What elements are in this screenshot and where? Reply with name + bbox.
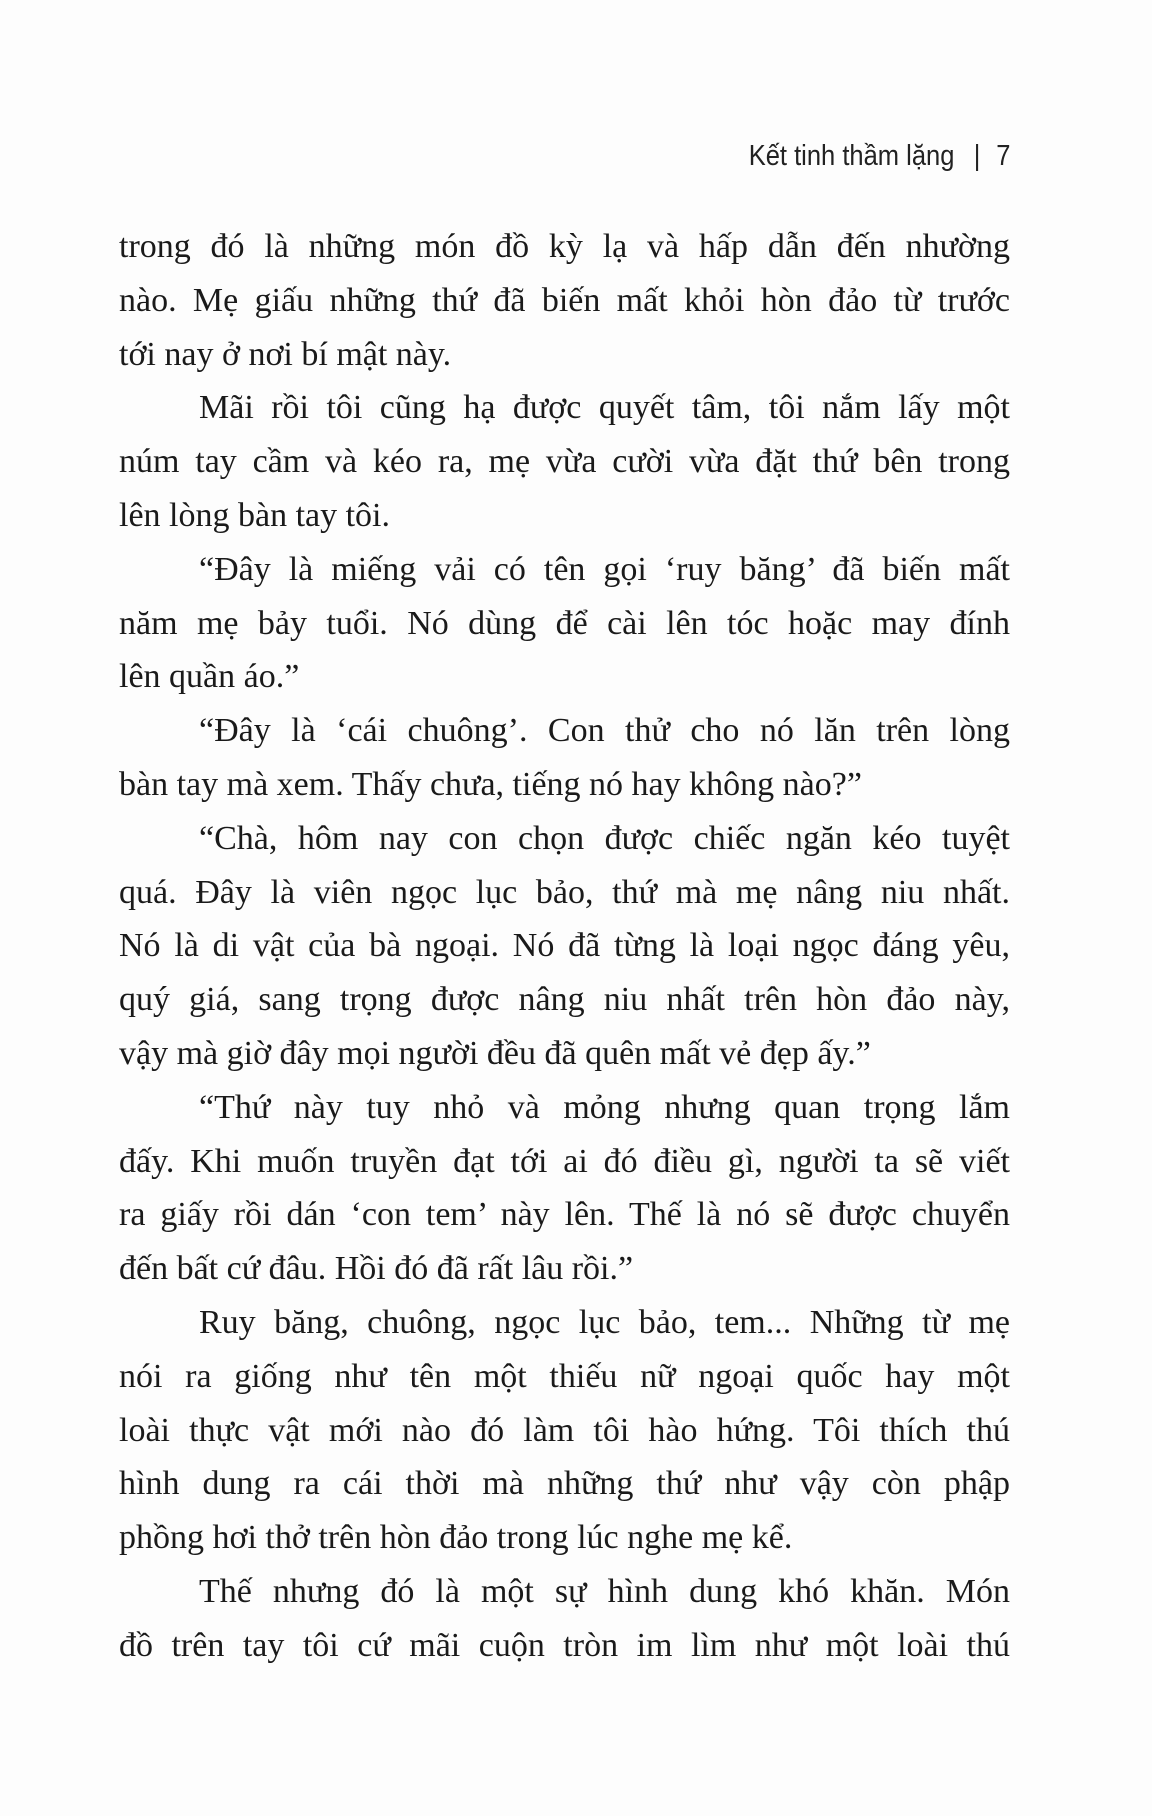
text-line: “Thứ này tuy nhỏ và mỏng nhưng quan trọng lắm xyxy=(199,1088,1010,1126)
text-line: phồng hơi thở trên hòn đảo trong lúc nghe mẹ kể. xyxy=(119,1519,793,1557)
text-line: loài thực vật mới nào đó làm tôi hào hứng. Tôi thích thú xyxy=(119,1411,1010,1449)
text-line: quý giá, sang trọng được nâng niu nhất trên hòn đảo này, xyxy=(119,981,1010,1019)
body-text xyxy=(119,220,1010,1673)
text-line: vậy mà giờ đây mọi người đều đã quên mất vẻ đẹp ấy.” xyxy=(119,1034,871,1072)
text-line: tới nay ở nơi bí mật này. xyxy=(119,335,452,373)
text-line: bàn tay mà xem. Thấy chưa, tiếng nó hay không nào?” xyxy=(119,765,862,803)
running-header xyxy=(748,140,1010,173)
text-line: nói ra giống như tên một thiếu nữ ngoại quốc hay một xyxy=(119,1357,1010,1395)
text-line: ra giấy rồi dán ‘con tem’ này lên. Thế là nó sẽ được chuyển xyxy=(119,1196,1010,1234)
text-line: nào. Mẹ giấu những thứ đã biến mất khỏi hòn đảo từ trước xyxy=(119,281,1010,319)
paragraph xyxy=(119,812,1010,1081)
text-line: trong đó là những món đồ kỳ lạ và hấp dẫn đến nhường xyxy=(119,228,1010,265)
paragraph xyxy=(119,1081,1010,1296)
paragraph xyxy=(119,543,1010,704)
text-line: “Đây là ‘cái chuông’. Con thử cho nó lăn trên lòng xyxy=(199,712,1010,750)
paragraph xyxy=(119,1296,1010,1565)
text-line: Thế nhưng đó là một sự hình dung khó khăn. Món xyxy=(199,1572,1010,1610)
chapter-title: Kết tinh thầm lặng xyxy=(748,140,954,172)
text-line: đấy. Khi muốn truyền đạt tới ai đó điều gì, người ta sẽ viết xyxy=(119,1142,1010,1180)
text-line: lên lòng bàn tay tôi. xyxy=(119,496,391,534)
text-line: đồ trên tay tôi cứ mãi cuộn tròn im lìm như một loài thú xyxy=(119,1626,1010,1664)
text-line: lên quần áo.” xyxy=(119,658,300,696)
text-line: hình dung ra cái thời mà những thứ như vậy còn phập xyxy=(119,1465,1010,1503)
text-line: năm mẹ bảy tuổi. Nó dùng để cài lên tóc hoặc may đính xyxy=(119,604,1010,642)
header-separator: | xyxy=(973,140,980,172)
paragraph xyxy=(119,1565,1010,1673)
text-line: Mãi rồi tôi cũng hạ được quyết tâm, tôi nắm lấy một xyxy=(199,389,1010,427)
paragraph xyxy=(119,381,1010,542)
text-line: đến bất cứ đâu. Hồi đó đã rất lâu rồi.” xyxy=(119,1250,634,1288)
paragraph xyxy=(119,704,1010,812)
text-line: “Chà, hôm nay con chọn được chiếc ngăn kéo tuyệt xyxy=(199,819,1010,857)
text-line: quá. Đây là viên ngọc lục bảo, thứ mà mẹ nâng niu nhất. xyxy=(119,873,1010,911)
text-line: Nó là di vật của bà ngoại. Nó đã từng là loại ngọc đáng yêu, xyxy=(119,927,1010,965)
paragraph xyxy=(119,220,1010,381)
text-line: “Đây là miếng vải có tên gọi ‘ruy băng’ đã biến mất xyxy=(199,550,1010,588)
page-number: 7 xyxy=(995,140,1010,172)
text-line: núm tay cầm và kéo ra, mẹ vừa cười vừa đặt thứ bên trong xyxy=(119,443,1010,481)
text-line: Ruy băng, chuông, ngọc lục bảo, tem... Những từ mẹ xyxy=(199,1303,1010,1341)
